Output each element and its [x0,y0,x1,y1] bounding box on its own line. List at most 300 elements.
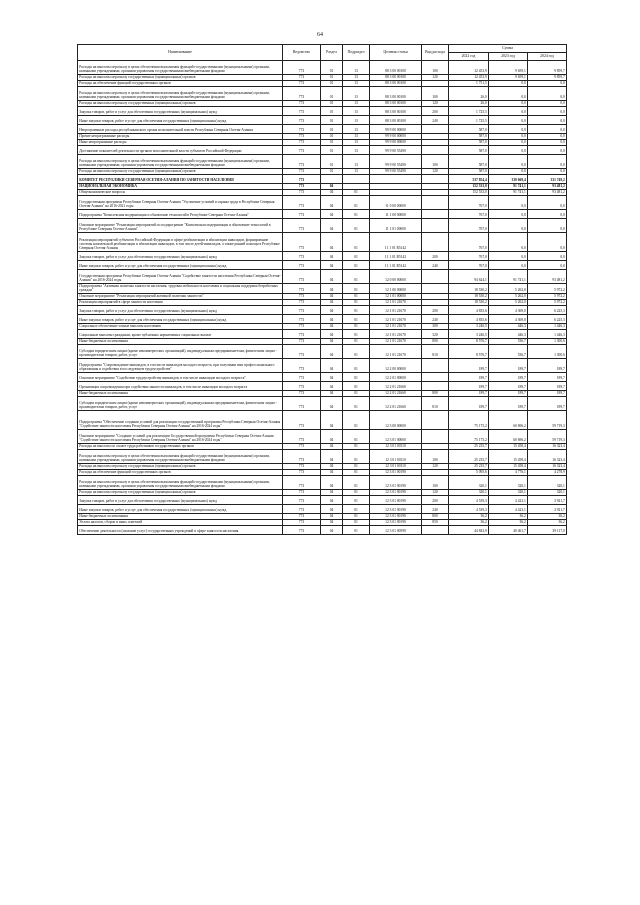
row-amount-2024: 1 300,6 [528,345,567,359]
row-subsection: 13 [343,145,370,154]
row-amount-2024: 0,0 [528,218,567,232]
row-section: 04 [321,294,343,300]
row-name: Подпрограмма "Обеспечение создания условий для реализации государственной программы Республики Северная Осетия-Алания "Содействие занятости населения Республики Северная Осетия-Алания" на 2016-2024 годы" [78,410,283,429]
row-expense-type: 800 [422,513,449,519]
row-amount-2023: 320,1 [489,489,528,495]
row-name: Прочие непрограммные расходы [78,133,283,139]
row-section: 04 [321,209,343,218]
table-row [78,306,567,315]
row-department: 773 [283,449,321,463]
row-expense-type: 800 [422,339,449,345]
row-amount-2022: 587,0 [449,168,489,174]
row-amount-2022: 4 539,3 [449,504,489,513]
row-expense-type: 120 [422,100,449,106]
row-name: Расходы на выплаты персоналу государственных (муниципальных) органов [78,489,283,495]
row-amount-2022: 26,0 [449,100,489,106]
row-amount-2022: 4 539,3 [449,495,489,504]
row-name: Реализация мероприятий в сфере занятости населения [78,300,283,306]
row-section: 04 [321,373,343,382]
row-name: Основное мероприятие "Содействие трудоустройству инвалидов, в том числе инвалидов молодого возраста" [78,373,283,382]
row-amount-2024: 39 117,0 [528,525,567,534]
row-subsection: 01 [343,209,370,218]
row-amount-2023: 536,7 [489,339,528,345]
row-expense-type [422,525,449,534]
row-section: 04 [321,315,343,324]
row-amount-2022: 189,7 [449,396,489,410]
row-name: Расходы на выплаты персоналу государственных (муниципальных) органов [78,100,283,106]
table-row [78,373,567,382]
row-subsection: 13 [343,106,370,115]
row-section: 04 [321,469,343,475]
row-section: 04 [321,519,343,525]
row-section: 01 [321,139,343,145]
row-target: 99 9 00 00000 [370,124,422,133]
row-amount-2023: 36,2 [489,519,528,525]
row-name: Расходы на выплаты персоналу в целях обеспечения выполнения функций государственными (муниципальными) органами, казенными учреждениями, органами управления государственными внебюджетными фондами [78,154,283,168]
row-target: 12 1 00 00000 [370,283,422,293]
row-target: 12 3 01 00190 [370,513,422,519]
row-target: 12 3 01 00190 [370,469,422,475]
row-expense-type: 200 [422,495,449,504]
row-name: Иные непрограммные расходы [78,139,283,145]
row-department: 773 [283,469,321,475]
row-amount-2022: 18 530,2 [449,300,489,306]
header-expense-type: Вид расхода [422,45,449,61]
row-name: Расходы на обеспечение функций государственных органов [78,80,283,86]
row-amount-2022: 75 175,2 [449,410,489,429]
row-amount-2023: 189,7 [489,396,528,410]
row-amount-2024: 0,0 [528,232,567,251]
row-section: 04 [321,330,343,339]
row-name: Социальное обеспечение и иные выплаты населению [78,324,283,330]
row-amount-2022: 189,7 [449,373,489,382]
row-amount-2022: 320,1 [449,489,489,495]
row-expense-type [422,174,449,183]
table-row [78,330,567,339]
row-amount-2022: 25 235,7 [449,449,489,463]
row-expense-type: 200 [422,306,449,315]
row-expense-type [422,209,449,218]
row-subsection: 01 [343,232,370,251]
header-section: Раздел [321,45,343,61]
row-amount-2024: 0,0 [528,251,567,260]
row-name: Расходы на выплаты персоналу в целях обеспечения выполнения функций государственными (муниципальными) органами, казенными учреждениями, органами управления государственными внебюджетными фондами [78,475,283,489]
row-target: 11 0 00 00000 [370,195,422,209]
row-section: 04 [321,443,343,449]
table-row [78,145,567,154]
row-subsection: 01 [343,260,370,269]
row-target: 12 2 00 00000 [370,359,422,373]
row-subsection: 01 [343,324,370,330]
row-subsection: 01 [343,345,370,359]
row-name: Социальные выплаты гражданам, кроме публичных нормативных социальных выплат [78,330,283,339]
row-section: 04 [321,283,343,293]
row-subsection: 01 [343,189,370,195]
row-subsection: 01 [343,391,370,397]
table-row [78,106,567,115]
row-subsection: 01 [343,218,370,232]
row-name: Организация сопровождения при содействии занятости инвалидов, в том числе инвалидов молодого возраста [78,382,283,391]
row-expense-type [422,232,449,251]
row-expense-type: 810 [422,396,449,410]
row-department: 773 [283,345,321,359]
row-department: 773 [283,396,321,410]
row-amount-2024: 3 921,7 [528,495,567,504]
row-amount-2024: 93 481,2 [528,183,567,189]
row-name: Иные закупки товаров, работ и услуг для обеспечения государственных (муниципальных) нужд [78,504,283,513]
row-subsection: 01 [343,382,370,391]
table-row [78,504,567,513]
row-section: 01 [321,124,343,133]
row-department: 773 [283,504,321,513]
row-expense-type: 320 [422,330,449,339]
table-row [78,195,567,209]
row-amount-2023: 5 262,0 [489,300,528,306]
row-amount-2024: 0,0 [528,168,567,174]
row-section: 04 [321,525,343,534]
row-amount-2024: 16 323,4 [528,449,567,463]
row-amount-2023: 91 741,1 [489,269,528,283]
row-subsection: 01 [343,300,370,306]
row-amount-2024: 1 446,3 [528,324,567,330]
row-amount-2022: 587,0 [449,154,489,168]
row-subsection: 01 [343,306,370,315]
row-amount-2024: 189,7 [528,396,567,410]
row-amount-2022: 4 835,6 [449,315,489,324]
table-row [78,283,567,293]
row-amount-2023: 446,3 [489,324,528,330]
row-expense-type: 120 [422,75,449,81]
row-amount-2024: 0,0 [528,115,567,124]
row-amount-2023: 330 669,4 [489,174,528,183]
row-amount-2024: 0,0 [528,100,567,106]
row-section: 04 [321,504,343,513]
row-name: Расходы на выплаты персоналу в целях обеспечения выполнения функций государственными (муниципальными) органами, казенными учреждениями, органами управления государственными внебюджетными фондами [78,86,283,100]
row-target: 12 3 01 00000 [370,429,422,443]
row-department: 773 [283,410,321,429]
row-subsection: 13 [343,61,370,75]
table-row [78,495,567,504]
row-amount-2024: 320,1 [528,475,567,489]
row-amount-2023: 5 262,0 [489,294,528,300]
row-amount-2024: 3 921,7 [528,504,567,513]
row-name: Иные бюджетные ассигнования [78,339,283,345]
row-amount-2022: 767,0 [449,195,489,209]
row-department: 773 [283,475,321,489]
row-amount-2023: 0,0 [489,115,528,124]
row-department: 773 [283,315,321,324]
row-amount-2024: 0,0 [528,145,567,154]
row-department: 773 [283,232,321,251]
row-amount-2022: 189,7 [449,359,489,373]
row-subsection: 13 [343,100,370,106]
table-row [78,315,567,324]
row-amount-2024: 0,0 [528,80,567,86]
row-amount-2023: 0,0 [489,86,528,100]
row-subsection: 01 [343,251,370,260]
row-department: 773 [283,61,321,75]
row-target: 12 3 01 00110 [370,449,422,463]
row-expense-type [422,218,449,232]
row-section: 04 [321,260,343,269]
row-subsection: 01 [343,489,370,495]
row-amount-2023: 4 423,1 [489,504,528,513]
row-expense-type: 100 [422,154,449,168]
row-target: 12 1 01 21670 [370,300,422,306]
row-department: 773 [283,183,321,189]
table-row [78,260,567,269]
table-row [78,449,567,463]
row-expense-type: 850 [422,519,449,525]
row-subsection: 01 [343,339,370,345]
row-department: 773 [283,139,321,145]
row-subsection: 01 [343,330,370,339]
row-subsection: 01 [343,283,370,293]
header-year-2023: 2023 год [489,53,528,61]
row-department: 773 [283,269,321,283]
row-subsection: 13 [343,133,370,139]
row-department: 773 [283,429,321,443]
row-section: 04 [321,495,343,504]
row-name: Достижение показателей деятельности органов исполнительной власти субъектов Российской Федерации [78,145,283,154]
row-amount-2023: 60 696,2 [489,429,528,443]
table-row [78,218,567,232]
row-expense-type [422,269,449,283]
row-subsection: 01 [343,475,370,489]
row-amount-2022: 36,2 [449,513,489,519]
row-amount-2023: 15 458,4 [489,443,528,449]
row-amount-2022: 1 725,5 [449,115,489,124]
row-subsection: 01 [343,396,370,410]
row-expense-type: 240 [422,260,449,269]
row-amount-2022: 767,0 [449,232,489,251]
page-number: 64 [317,32,323,38]
table-body [78,61,567,535]
row-expense-type [422,382,449,391]
table-row [78,345,567,359]
row-amount-2022: 26,0 [449,86,489,100]
row-subsection: 01 [343,410,370,429]
row-name: Обеспечение деятельности (оказание услуг) государственных учреждений в сфере занятости населения [78,525,283,534]
row-section: 01 [321,75,343,81]
row-target: 12 1 01 21670 [370,306,422,315]
row-name: Закупка товаров, работ и услуг для обеспечения государственных (муниципальных) нужд [78,106,283,115]
row-amount-2023: 5 262,0 [489,283,528,293]
row-target: 12 3 01 00190 [370,495,422,504]
row-department: 773 [283,115,321,124]
row-name: Непрограммные расходы республиканского органа исполнительной власти Республики Северная Осетия-Алания [78,124,283,133]
row-subsection: 13 [343,75,370,81]
row-target: 11 1 01 R5142 [370,232,422,251]
row-amount-2024: 189,7 [528,391,567,397]
row-subsection: 01 [343,449,370,463]
row-department: 773 [283,218,321,232]
row-department: 773 [283,463,321,469]
row-amount-2024: 59 719,3 [528,429,567,443]
row-department: 773 [283,86,321,100]
row-section: 04 [321,306,343,315]
row-expense-type: 120 [422,489,449,495]
row-name: Иные закупки товаров, работ и услуг для обеспечения государственных (муниципальных) нужд [78,260,283,269]
row-amount-2023: 189,7 [489,391,528,397]
table-row [78,525,567,534]
row-department: 773 [283,106,321,115]
row-target: 12 3 01 00190 [370,475,422,489]
row-department: 773 [283,391,321,397]
row-target: 12 2 01 21660 [370,382,422,391]
row-amount-2023: 9 659,1 [489,61,528,75]
row-amount-2022: 767,0 [449,218,489,232]
row-name: Государственная программа Республики Северная Осетия-Алания "Улучшение условий и охраны труда в Республике Северная Осетия-Алания" на 2016-2021 годы [78,195,283,209]
row-section: 04 [321,345,343,359]
row-name: Расходы на выплаты персоналу государственных (муниципальных) органов [78,75,283,81]
row-target: 12 3 01 00190 [370,504,422,513]
row-section: 01 [321,80,343,86]
row-name: Закупка товаров, работ и услуг для обеспечения государственных (муниципальных) нужд [78,306,283,315]
row-amount-2024: 36,2 [528,519,567,525]
row-amount-2023: 0,0 [489,145,528,154]
row-expense-type: 240 [422,504,449,513]
row-target: 12 2 01 21660 [370,391,422,397]
row-expense-type: 240 [422,315,449,324]
row-amount-2022: 3 246,5 [449,324,489,330]
row-name: Подпрограмма "Активная политика занятости населения, трудовая мобильность населения и социальная поддержка безработных граждан" [78,283,283,293]
row-target: 11 1 00 00000 [370,209,422,218]
row-name: Иные закупки товаров, работ и услуг для обеспечения государственных (муниципальных) нужд [78,315,283,324]
header-year-2022: 2022 год [449,53,489,61]
row-department: 773 [283,251,321,260]
row-target [370,174,422,183]
row-name: Общеэкономические вопросы [78,189,283,195]
row-subsection: 01 [343,469,370,475]
row-target: 88 3 00 00100 [370,75,422,81]
row-name: Основное мероприятие "Реализация мероприятий активной политики занятости" [78,294,283,300]
row-department: 773 [283,145,321,154]
row-target: 12 3 00 00000 [370,410,422,429]
row-amount-2023: 0,0 [489,100,528,106]
row-amount-2023: 60 696,2 [489,410,528,429]
row-department: 773 [283,124,321,133]
row-target: 12 1 01 21670 [370,345,422,359]
row-section: 04 [321,218,343,232]
row-subsection: 01 [343,519,370,525]
row-target: 88 3 00 00100 [370,80,422,86]
row-amount-2024: 0,0 [528,139,567,145]
row-target: 12 3 01 00110 [370,463,422,469]
row-amount-2022: 18 530,2 [449,294,489,300]
row-amount-2022: 320,1 [449,475,489,489]
table-row [78,359,567,373]
table-row [78,86,567,100]
row-expense-type: 100 [422,475,449,489]
row-amount-2024: 0,0 [528,209,567,218]
row-amount-2023: 4 423,1 [489,495,528,504]
row-section: 04 [321,391,343,397]
row-name: Иные бюджетные ассигнования [78,513,283,519]
row-subsection: 01 [343,504,370,513]
row-expense-type [422,429,449,443]
row-amount-2023: 0,0 [489,124,528,133]
row-amount-2024: 331 749,2 [528,174,567,183]
row-section: 01 [321,100,343,106]
row-name: Основное мероприятие "Создание условий для реализации Государственной программы Республики Северная Осетия-Алания "Содействие занятости населения Республики Северная Осетия-Алания" на 2016-2024 годы" [78,429,283,443]
row-section: 04 [321,429,343,443]
row-amount-2022: 189,7 [449,391,489,397]
row-amount-2022: 5 095,6 [449,469,489,475]
header-amount: Сумма [449,45,567,53]
row-section: 04 [321,382,343,391]
row-department: 773 [283,513,321,519]
row-name: Иные закупки товаров, работ и услуг для обеспечения государственных (муниципальных) нужд [78,115,283,124]
row-amount-2024: 5 972,2 [528,283,567,293]
header-department: Ведомство [283,45,321,61]
row-subsection: 13 [343,124,370,133]
row-amount-2024: 0,0 [528,106,567,115]
row-target: 88 3 00 00100 [370,115,422,124]
row-section: 01 [321,61,343,75]
row-section: 04 [321,269,343,283]
row-name: Расходы на выплаты персоналу государственных (муниципальных) органов [78,463,283,469]
row-department: 773 [283,209,321,218]
table-row [78,382,567,391]
row-amount-2022: 44 843,9 [449,525,489,534]
row-department: 773 [283,382,321,391]
row-amount-2022: 12 453,9 [449,61,489,75]
row-target: 12 3 01 00110 [370,443,422,449]
row-section: 04 [321,183,343,189]
row-amount-2024: 59 719,3 [528,410,567,429]
row-amount-2024: 189,7 [528,359,567,373]
row-expense-type [422,145,449,154]
row-subsection: 13 [343,86,370,100]
row-amount-2022: 4 835,6 [449,306,489,315]
row-amount-2023: 36,2 [489,513,528,519]
row-section [321,174,343,183]
row-department: 773 [283,495,321,504]
row-amount-2022: 8 576,7 [449,345,489,359]
row-target: 12 2 01 00000 [370,373,422,382]
row-amount-2023: 0,0 [489,209,528,218]
row-department: 773 [283,80,321,86]
row-amount-2024: 189,7 [528,382,567,391]
row-department: 773 [283,339,321,345]
row-section: 04 [321,475,343,489]
row-amount-2023: 0,0 [489,106,528,115]
row-target: 12 1 01 21670 [370,330,422,339]
row-expense-type [422,195,449,209]
row-amount-2024: 4 278,9 [528,469,567,475]
row-target: 99 9 00 55490 [370,168,422,174]
row-target: 12 1 01 21670 [370,339,422,345]
row-target: 99 9 00 00000 [370,139,422,145]
row-amount-2022: 18 530,2 [449,283,489,293]
row-department: 773 [283,443,321,449]
row-expense-type: 100 [422,61,449,75]
row-amount-2024: 0,0 [528,195,567,209]
row-amount-2022: 25 235,7 [449,463,489,469]
row-amount-2022: 587,0 [449,139,489,145]
row-amount-2023: 189,7 [489,382,528,391]
row-name: Подпрограмма "Сопровождение инвалидов, в том числе инвалидов молодого возраста, при получении ими профессионального образования и содействия в последующем трудоустройстве" [78,359,283,373]
row-amount-2024: 0,0 [528,133,567,139]
row-amount-2023: 189,7 [489,373,528,382]
row-target: 11 1 01 R5142 [370,251,422,260]
table-row [78,232,567,251]
row-subsection: 13 [343,80,370,86]
row-department: 773 [283,154,321,168]
row-subsection: 13 [343,139,370,145]
row-amount-2024: 0,0 [528,124,567,133]
